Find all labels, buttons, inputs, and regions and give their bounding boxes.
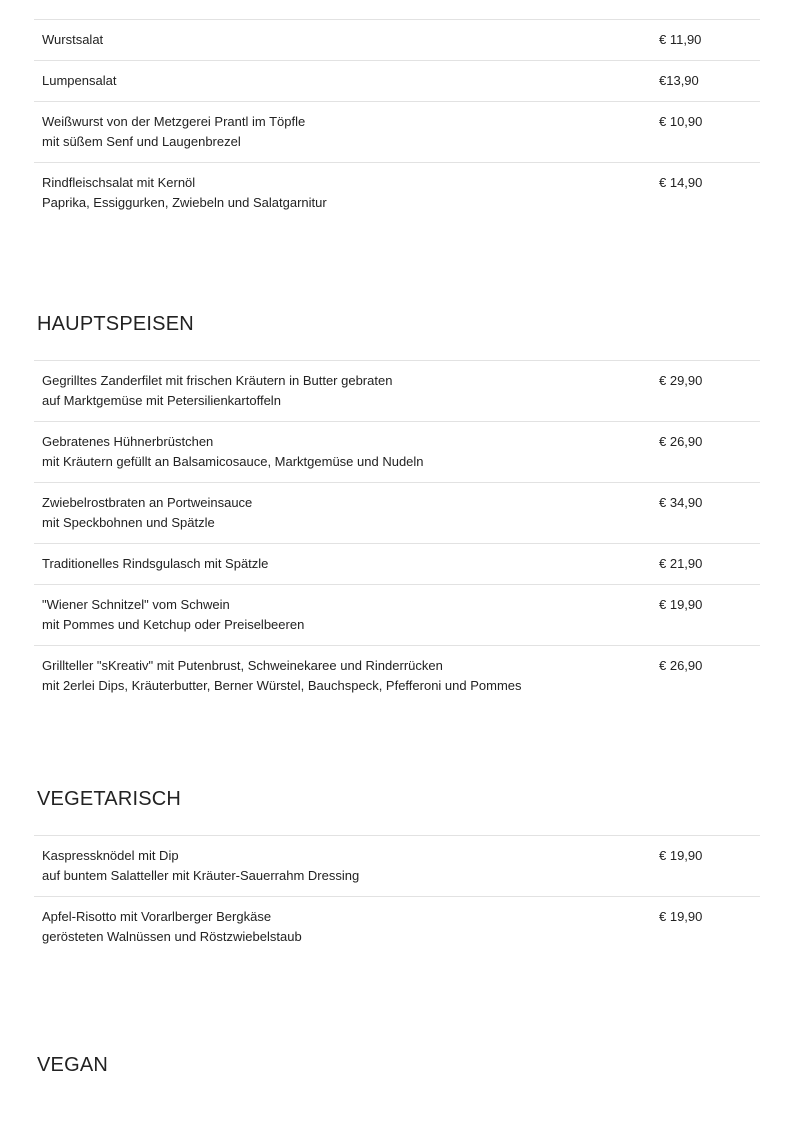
- menu-item-price: € 21,90: [659, 556, 703, 571]
- menu-item-description: mit süßem Senf und Laugenbrezel: [42, 134, 241, 149]
- section-title-hauptspeisen: HAUPTSPEISEN: [37, 313, 194, 335]
- menu-item-name: Grillteller "sKreativ" mit Putenbrust, Schweinekaree und Rinderrücken: [42, 658, 443, 673]
- menu-item-name: Lumpensalat: [42, 73, 117, 88]
- menu-item-row: [34, 585, 760, 646]
- menu-item-price: € 34,90: [659, 495, 703, 510]
- menu-item-text: [42, 554, 642, 574]
- menu-item-price: € 11,90: [659, 32, 702, 47]
- section-title-vegetarisch: VEGETARISCH: [37, 788, 182, 810]
- menu-item-text: [42, 656, 642, 696]
- salad-menu-table: [34, 19, 760, 223]
- menu-item-row: [34, 422, 760, 483]
- menu-item-description: mit Pommes und Ketchup oder Preiselbeeren: [42, 617, 305, 632]
- menu-item-row: [34, 361, 760, 422]
- menu-item-description: mit Speckbohnen und Spätzle: [42, 515, 215, 530]
- menu-item-price: € 10,90: [659, 114, 703, 129]
- menu-item-description: mit Kräutern gefüllt an Balsamicosauce, Marktgemüse und Nudeln: [42, 454, 424, 469]
- menu-item-text: [42, 432, 642, 472]
- menu-item-name: Kaspressknödel mit Dip: [42, 848, 179, 863]
- menu-item-description: gerösteten Walnüssen und Röstzwiebelstaub: [42, 929, 302, 944]
- menu-item-row: [34, 61, 760, 102]
- menu-item-name: Zwiebelrostbraten an Portweinsauce: [42, 495, 253, 510]
- menu-item-name: Gebratenes Hühnerbrüstchen: [42, 434, 214, 449]
- menu-item-description: auf Marktgemüse mit Petersilienkartoffeln: [42, 393, 281, 408]
- menu-item-row: [34, 163, 760, 223]
- menu-item-name: Wurstsalat: [42, 32, 104, 47]
- menu-item-price: € 29,90: [659, 373, 703, 388]
- menu-item-row: [34, 836, 760, 897]
- menu-item-text: [42, 907, 642, 947]
- menu-item-row: [34, 483, 760, 544]
- menu-item-price: € 19,90: [659, 597, 703, 612]
- menu-item-row: [34, 20, 760, 61]
- menu-item-row: [34, 102, 760, 163]
- hauptspeisen-menu-table: [34, 360, 760, 706]
- menu-item-name: Rindfleischsalat mit Kernöl: [42, 175, 196, 190]
- menu-item-text: [42, 173, 642, 213]
- vegetarisch-menu-table: [34, 835, 760, 957]
- menu-item-price: € 14,90: [659, 175, 703, 190]
- menu-item-price: € 19,90: [659, 848, 703, 863]
- menu-item-name: Weißwurst von der Metzgerei Prantl im Töpfle: [42, 114, 306, 129]
- menu-item-row: [34, 544, 760, 585]
- menu-item-row: [34, 897, 760, 957]
- menu-item-price: € 19,90: [659, 909, 703, 924]
- section-title-vegan: VEGAN: [37, 1054, 109, 1076]
- menu-item-row: [34, 646, 760, 706]
- menu-item-text: [42, 112, 642, 152]
- menu-item-text: [42, 846, 642, 886]
- menu-item-name: Traditionelles Rindsgulasch mit Spätzle: [42, 556, 269, 571]
- menu-item-name: "Wiener Schnitzel" vom Schwein: [42, 597, 230, 612]
- menu-item-text: [42, 595, 642, 635]
- menu-item-price: € 26,90: [659, 658, 703, 673]
- menu-item-name: Apfel-Risotto mit Vorarlberger Bergkäse: [42, 909, 272, 924]
- menu-item-description: mit 2erlei Dips, Kräuterbutter, Berner Würstel, Bauchspeck, Pfefferoni und Pommes: [42, 678, 522, 693]
- menu-item-text: [42, 493, 642, 533]
- menu-item-description: Paprika, Essiggurken, Zwiebeln und Salatgarnitur: [42, 195, 327, 210]
- menu-item-price: €13,90: [659, 73, 699, 88]
- menu-item-description: auf buntem Salatteller mit Kräuter-Sauerrahm Dressing: [42, 868, 360, 883]
- menu-item-text: [42, 30, 642, 50]
- menu-item-text: [42, 371, 642, 411]
- menu-item-text: [42, 71, 642, 91]
- menu-item-price: € 26,90: [659, 434, 703, 449]
- menu-item-name: Gegrilltes Zanderfilet mit frischen Kräutern in Butter gebraten: [42, 373, 393, 388]
